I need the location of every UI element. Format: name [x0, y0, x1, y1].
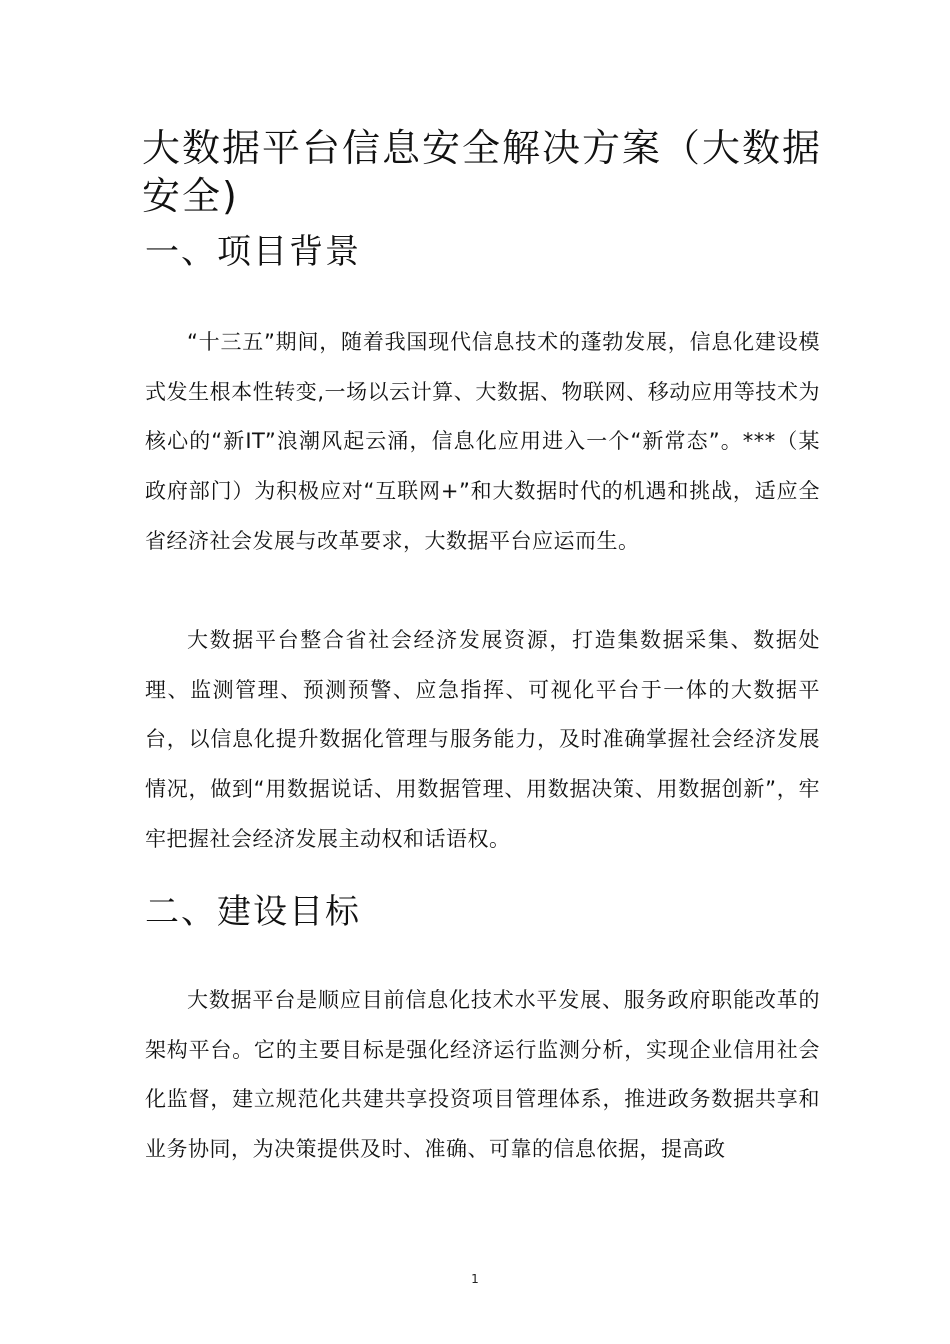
- paragraph-background-1: “十三五”期间，随着我国现代信息技术的蓬勃发展，信息化建设模式发生根本性转变,一场以云计算、大数据、物联网、移动应用等技术为核心的“新IT”浪潮风起云涌，信息化应用进入一个“新常态”。***（某政府部门）为积极应对“互联网+”和大数据时代的机遇和挑战，适应全省经济社会发展与改革要求，大数据平台应运而生。: [145, 330, 820, 553]
- paragraph-goals-1: 大数据平台是顺应目前信息化技术水平发展、服务政府职能改革的架构平台。它的主要目标是强化经济运行监测分析，实现企业信用社会化监督，建立规范化共建共享投资项目管理体系，推进政务数据共享和业务协同，为决策提供及时、准确、可靠的信息依据，提高政: [145, 988, 820, 1162]
- section-heading-goals: 二、建设目标: [145, 892, 361, 932]
- page-number: 1: [471, 1272, 479, 1286]
- section-heading-background: 一、项目背景: [145, 232, 361, 272]
- document-title: 大数据平台信息安全解决方案（大数据安全): [142, 126, 823, 218]
- paragraph-background-2: 大数据平台整合省社会经济发展资源，打造集数据采集、数据处理、监测管理、预测预警、应急指挥、可视化平台于一体的大数据平台，以信息化提升数据化管理与服务能力，及时准确掌握社会经济发展情况，做到“用数据说话、用数据管理、用数据决策、用数据创新”，牢牢把握社会经济发展主动权和话语权。: [145, 628, 820, 851]
